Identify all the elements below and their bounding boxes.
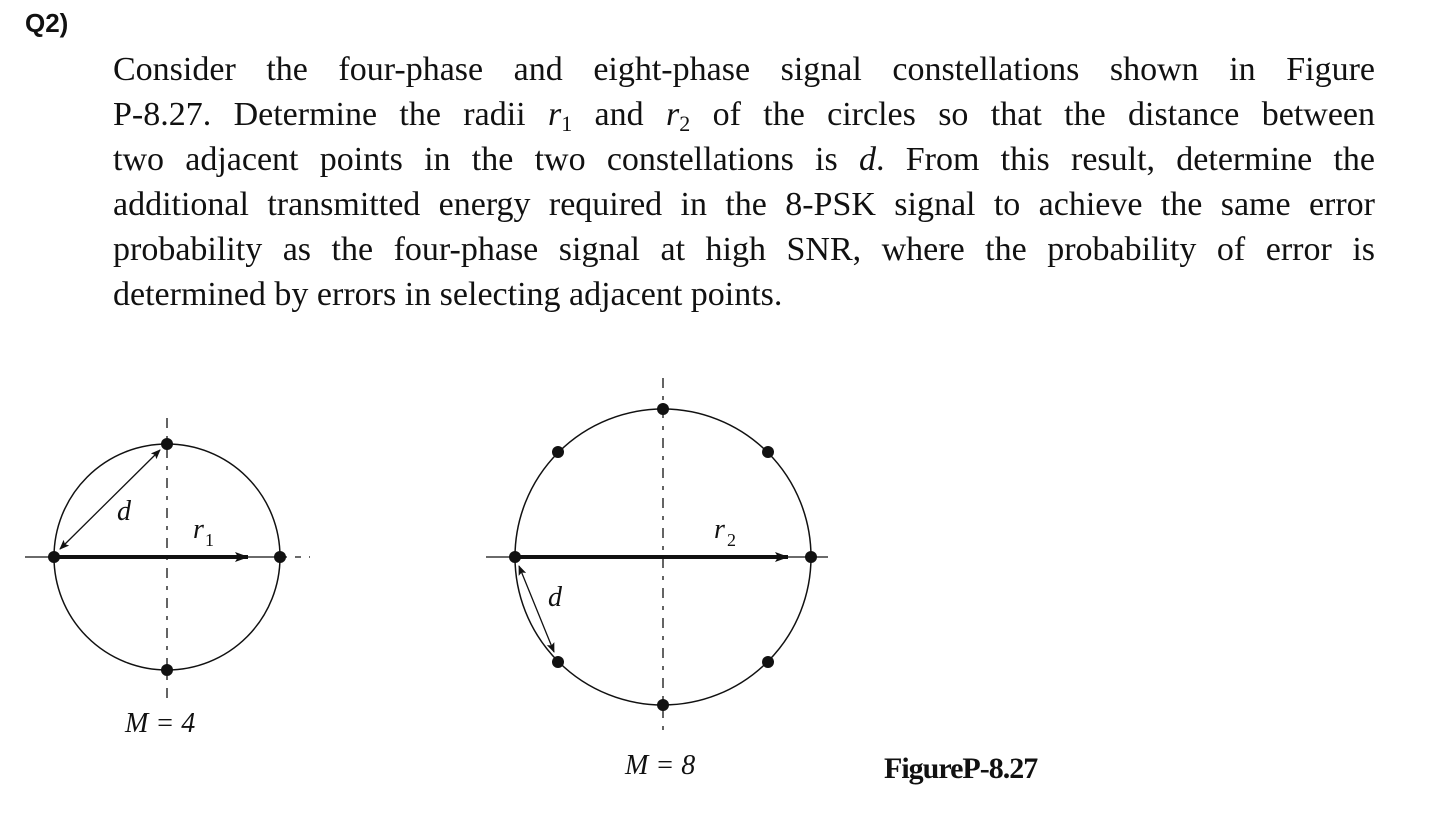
- text-run: . From this result, determine the: [875, 141, 1375, 178]
- m4-m-label: M = 4: [125, 708, 196, 739]
- m8-point: [762, 656, 774, 668]
- m4-point: [161, 664, 173, 676]
- statement-line-1: Consider the four-phase and eight-phase signal constellations shown in Figure: [113, 51, 1375, 88]
- m4-point: [48, 551, 60, 563]
- m8-point: [552, 656, 564, 668]
- r1-subscript: 1: [561, 111, 573, 136]
- r2-symbol: r: [666, 96, 680, 133]
- m4-distance-arrow: [60, 450, 160, 549]
- m8-point: [762, 446, 774, 458]
- m4-r-subscript: 1: [205, 530, 214, 550]
- m4-constellation: [25, 418, 310, 739]
- m8-r-label: r: [714, 514, 725, 545]
- m8-point: [657, 403, 669, 415]
- m8-constellation: [486, 378, 832, 781]
- text-run: P-8.27. Determine the radii: [113, 96, 548, 133]
- m8-d-label: d: [548, 582, 562, 613]
- r2-subscript: 2: [679, 111, 691, 136]
- m4-r-label: r: [193, 514, 204, 545]
- m8-point: [552, 446, 564, 458]
- m8-point: [509, 551, 521, 563]
- statement-line-5: probability as the four-phase signal at high SNR, where the probability of error is: [113, 231, 1375, 268]
- statement-line-4: additional transmitted energy required in the 8-PSK signal to achieve the same error: [113, 186, 1375, 223]
- m4-point: [161, 438, 173, 450]
- m8-m-label: M = 8: [625, 750, 696, 781]
- figure-caption: FigureP-8.27: [884, 752, 1038, 785]
- m4-d-label: d: [117, 496, 131, 527]
- text-run: of the circles so that the distance between: [690, 96, 1376, 133]
- statement-line-6: determined by errors in selecting adjacent points.: [113, 276, 783, 313]
- m8-r-subscript: 2: [727, 530, 736, 550]
- m8-point: [805, 551, 817, 563]
- m8-point: [657, 699, 669, 711]
- m4-point: [274, 551, 286, 563]
- r1-symbol: r: [547, 96, 562, 133]
- text-run: two adjacent points in the two constellations is: [113, 141, 859, 178]
- text-run: and: [572, 96, 666, 133]
- question-number: Q2): [25, 8, 69, 38]
- d-symbol: d: [858, 141, 876, 178]
